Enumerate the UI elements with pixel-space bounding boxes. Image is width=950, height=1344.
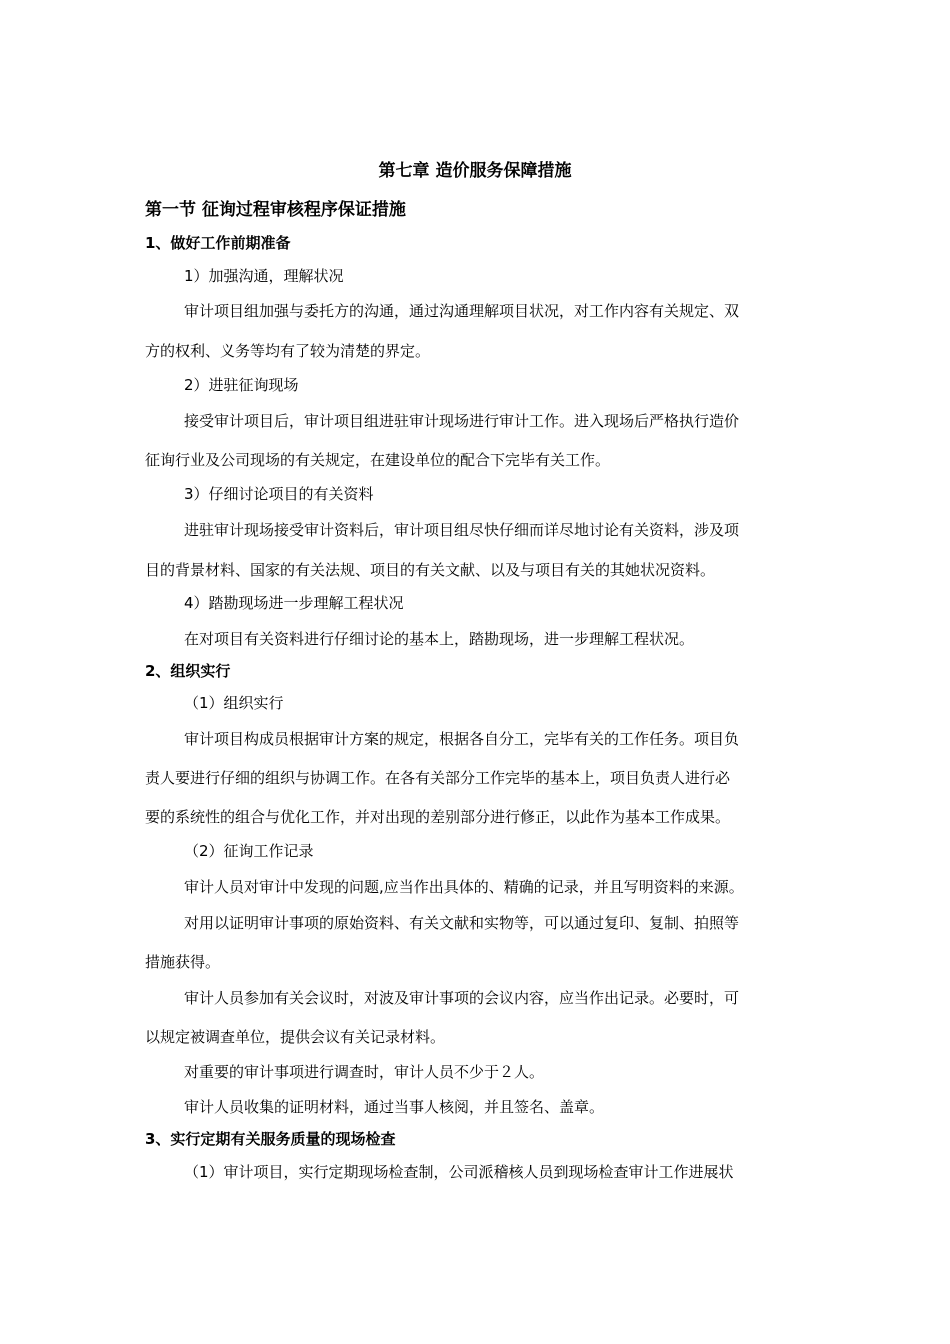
paragraph-line: 接受审计项目后，审计项目组进驻审计现场进行审计工作。进入现场后严格执行造价 (184, 412, 740, 430)
heading-2: 2、组织实行 (145, 662, 231, 680)
paragraph-line: 目的背景材料、国家的有关法规、项目的有关文献、以及与项目有关的其她状况资料。 (145, 561, 716, 579)
paragraph-line: 审计人员参加有关会议时，对波及审计事项的会议内容，应当作出记录。必要时，可 (184, 989, 740, 1007)
subheading-2-1: （1）组织实行 (184, 694, 284, 712)
paragraph-line: 措施获得。 (145, 953, 221, 971)
paragraph-line: 要的系统性的组合与优化工作，并对出现的差别部分进行修正，以此作为基本工作成果。 (145, 808, 731, 826)
paragraph-line: 审计项目构成员根据审计方案的规定，根据各自分工，完毕有关的工作任务。项目负 (184, 730, 740, 748)
subheading-1-4: 4）踏勘现场进一步理解工程状况 (184, 594, 404, 612)
heading-3: 3、实行定期有关服务质量的现场检查 (145, 1130, 396, 1148)
subheading-1-1: 1）加强沟通，理解状况 (184, 267, 344, 285)
paragraph-line: 征询行业及公司现场的有关规定，在建设单位的配合下完毕有关工作。 (145, 451, 611, 469)
paragraph-line: 审计人员对审计中发现的问题,应当作出具体的、精确的记录，并且写明资料的来源。 (184, 878, 744, 896)
paragraph-line: 对重要的审计事项进行调查时，审计人员不少于２人。 (184, 1063, 545, 1081)
heading-1: 1、做好工作前期准备 (145, 234, 291, 252)
paragraph-line: 责人要进行仔细的组织与协调工作。在各有关部分工作完毕的基本上，项目负责人进行必 (145, 769, 731, 787)
paragraph-line: 方的权利、义务等均有了较为清楚的界定。 (145, 342, 431, 360)
subheading-2-2: （2）征询工作记录 (184, 842, 314, 860)
paragraph-line: 审计人员收集的证明材料，通过当事人核阅，并且签名、盖章。 (184, 1098, 605, 1116)
section-title: 第一节 征询过程审核程序保证措施 (145, 200, 406, 220)
paragraph-line: 对用以证明审计事项的原始资料、有关文献和实物等，可以通过复印、复制、拍照等 (184, 914, 740, 932)
chapter-title: 第七章 造价服务保障措施 (378, 161, 572, 181)
paragraph-line: 在对项目有关资料进行仔细讨论的基本上，踏勘现场，进一步理解工程状况。 (184, 630, 695, 648)
subheading-1-3: 3）仔细讨论项目的有关资料 (184, 485, 374, 503)
paragraph-line: 以规定被调查单位，提供会议有关记录材料。 (145, 1028, 446, 1046)
subheading-1-2: 2）进驻征询现场 (184, 376, 299, 394)
paragraph-line: 进驻审计现场接受审计资料后，审计项目组尽快仔细而详尽地讨论有关资料，涉及项 (184, 521, 740, 539)
paragraph-line: 审计项目组加强与委托方的沟通，通过沟通理解项目状况，对工作内容有关规定、双 (184, 302, 740, 320)
paragraph-line: （1）审计项目，实行定期现场检查制，公司派稽核人员到现场检查审计工作进展状 (184, 1163, 734, 1181)
